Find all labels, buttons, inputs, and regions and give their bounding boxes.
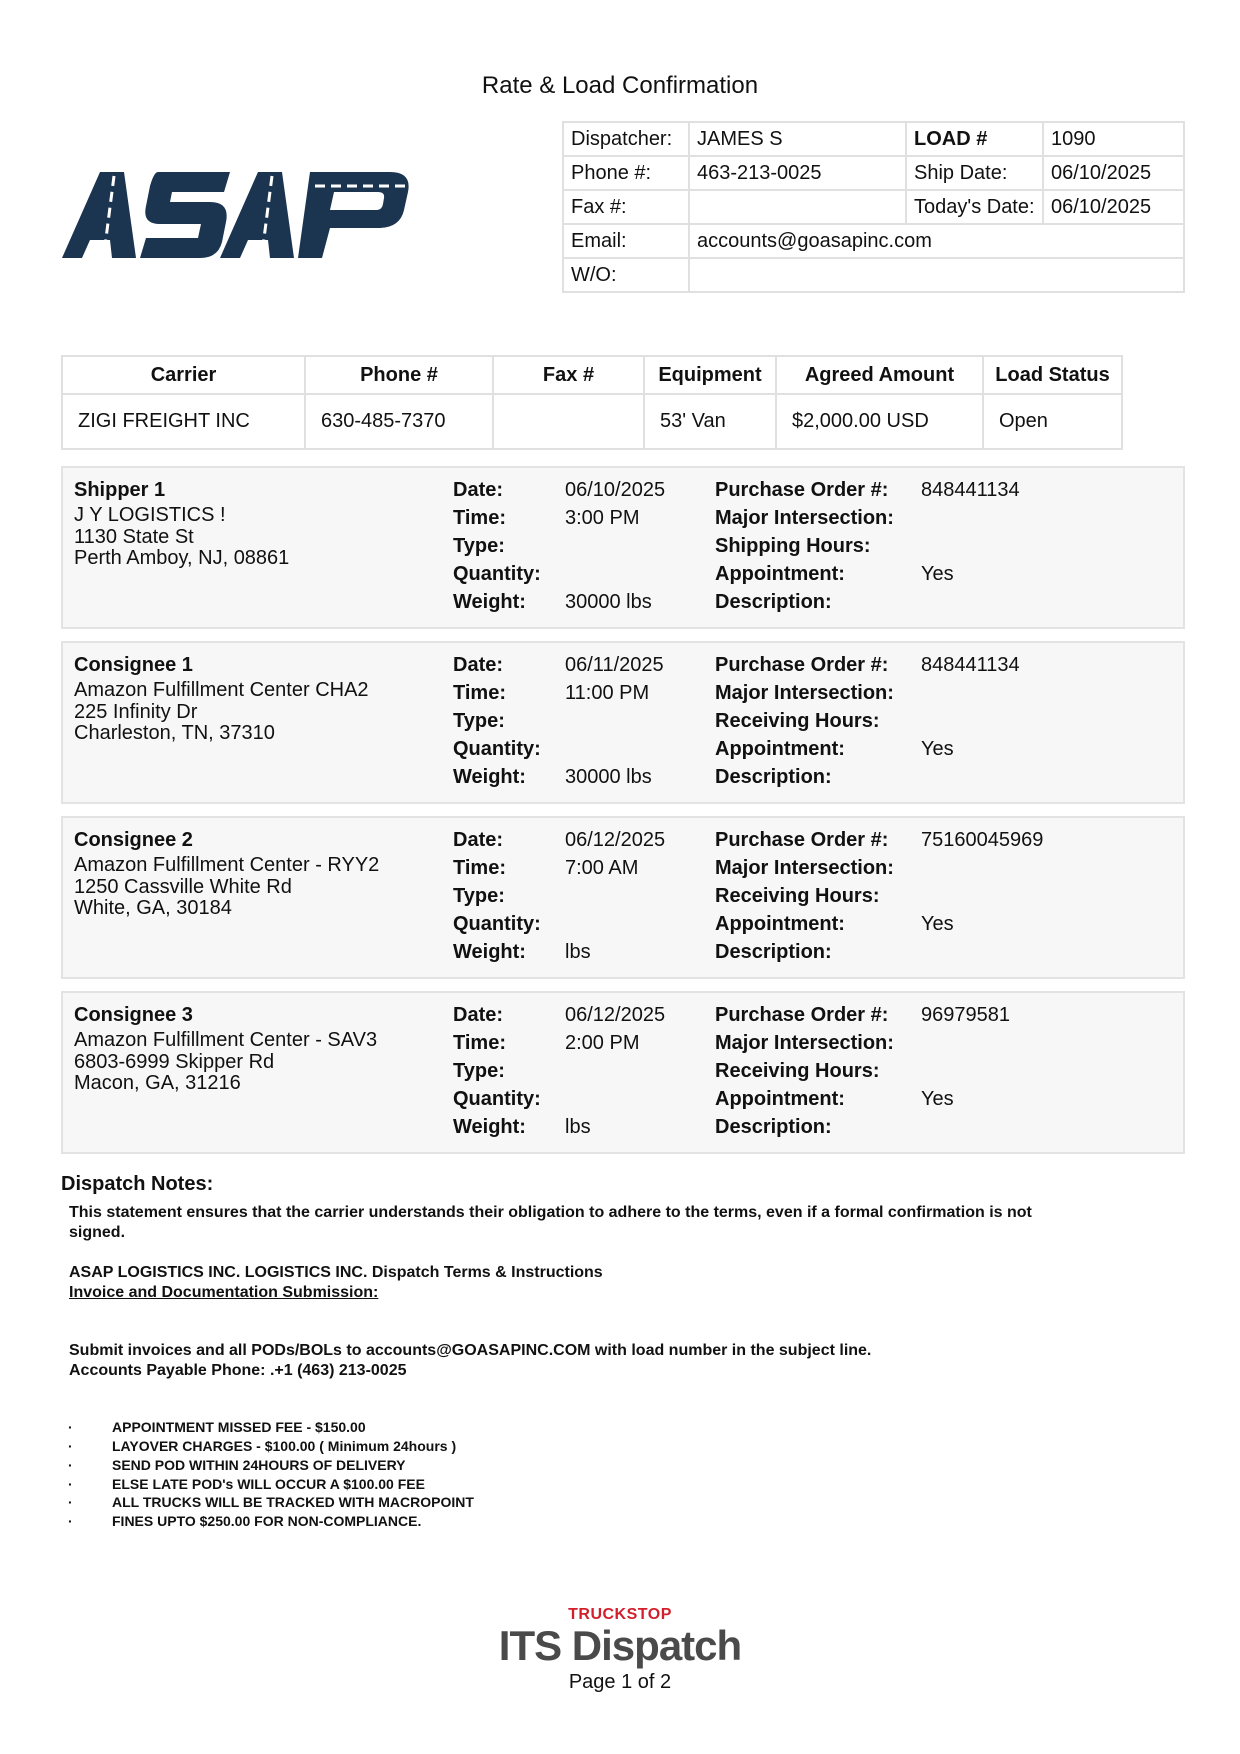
carrier-agreed-amount: $2,000.00 USD	[776, 394, 983, 449]
phone-value: 463-213-0025	[689, 156, 906, 190]
bullet-item: · LAYOVER CHARGES - $100.00 ( Minimum 24hours )	[68, 1438, 457, 1454]
stop-field-value: Yes	[921, 563, 954, 585]
stop-heading: Consignee 3	[74, 1004, 193, 1026]
stop-field-label: Description:	[715, 1116, 832, 1138]
stop-field-label: Major Intersection:	[715, 507, 894, 529]
stop-field-label: Purchase Order #:	[715, 1004, 889, 1026]
stop-block	[61, 466, 1185, 629]
stop-field-label: Description:	[715, 941, 832, 963]
stop-field-label: Purchase Order #:	[715, 654, 889, 676]
carrier-header: Carrier	[62, 356, 305, 394]
stop-block	[61, 816, 1185, 979]
stop-field-label: Weight:	[453, 591, 526, 613]
stop-field-label: Time:	[453, 1032, 506, 1054]
stop-field-label: Time:	[453, 857, 506, 879]
agreed-amount-header: Agreed Amount	[776, 356, 983, 394]
asap-logo	[60, 166, 425, 264]
stop-address: Amazon Fulfillment Center - SAV3 6803-6999 Skipper Rd Macon, GA, 31216	[74, 1029, 378, 1094]
stop-field-label: Type:	[453, 535, 505, 557]
todays-date-value: 06/10/2025	[1043, 190, 1184, 224]
carrier-load-status: Open	[983, 394, 1122, 449]
stop-field-label: Quantity:	[453, 738, 541, 760]
stop-field-value: Yes	[921, 738, 954, 760]
carrier-table	[61, 355, 1123, 450]
email-label: Email:	[563, 224, 689, 258]
stop-field-label: Weight:	[453, 1116, 526, 1138]
stop-field-label: Time:	[453, 507, 506, 529]
carrier-fax	[493, 394, 644, 449]
wo-value	[689, 258, 1184, 292]
stop-field-label: Weight:	[453, 766, 526, 788]
its-dispatch-brand: ITS Dispatch	[498, 1622, 742, 1669]
stop-heading: Consignee 1	[74, 654, 193, 676]
stop-field-label: Receiving Hours:	[715, 710, 880, 732]
carrier-equipment: 53' Van	[644, 394, 776, 449]
email-value: accounts@goasapinc.com	[689, 224, 1184, 258]
stop-field-value: 96979581	[921, 1004, 1010, 1026]
phone-header: Phone #	[305, 356, 493, 394]
stop-field-label: Quantity:	[453, 1088, 541, 1110]
stop-field-label: Type:	[453, 710, 505, 732]
stop-field-value: 11:00 PM	[565, 682, 650, 704]
submit-line: Submit invoices and all PODs/BOLs to accounts@GOASAPINC.COM with load number in the subject line.	[69, 1342, 872, 1359]
wo-label: W/O:	[563, 258, 689, 292]
stop-field-value: 06/12/2025	[565, 1004, 666, 1026]
bullet-item: · ELSE LATE POD's WILL OCCUR A $100.00 FEE	[68, 1476, 425, 1492]
stop-field-value: 3:00 PM	[565, 507, 640, 529]
dispatch-notes-heading: Dispatch Notes:	[61, 1173, 214, 1195]
stop-field-label: Appointment:	[715, 563, 845, 585]
stop-field-label: Description:	[715, 766, 832, 788]
stop-field-value: lbs	[565, 941, 591, 963]
stop-field-value: Yes	[921, 913, 954, 935]
fax-value	[689, 190, 906, 224]
stop-address: J Y LOGISTICS ! 1130 State St Perth Amboy, NJ, 08861	[74, 504, 290, 569]
stop-field-label: Weight:	[453, 941, 526, 963]
stop-field-label: Description:	[715, 591, 832, 613]
statement-line-1: This statement ensures that the carrier understands their obligation to adhere to the terms, even if a formal confirmation is not	[69, 1204, 1032, 1221]
stop-field-label: Major Intersection:	[715, 682, 894, 704]
page-number: Page 1 of 2	[568, 1671, 672, 1693]
stop-field-label: Time:	[453, 682, 506, 704]
stop-field-label: Date:	[453, 479, 504, 501]
bullet-item: · SEND POD WITHIN 24HOURS OF DELIVERY	[68, 1457, 406, 1473]
stop-field-label: Major Intersection:	[715, 1032, 894, 1054]
load-value: 1090	[1043, 122, 1184, 156]
stop-heading: Consignee 2	[74, 829, 193, 851]
stop-field-label: Appointment:	[715, 913, 845, 935]
dispatcher-value: JAMES S	[689, 122, 906, 156]
stop-field-label: Receiving Hours:	[715, 885, 880, 907]
stop-field-value: Yes	[921, 1088, 954, 1110]
stop-field-label: Date:	[453, 1004, 504, 1026]
stop-field-value: 848441134	[921, 654, 1020, 676]
stop-field-label: Type:	[453, 1060, 505, 1082]
stop-block	[61, 991, 1185, 1154]
todays-date-label: Today's Date:	[906, 190, 1043, 224]
stop-field-label: Purchase Order #:	[715, 479, 889, 501]
dispatcher-label: Dispatcher:	[563, 122, 689, 156]
phone-label: Phone #:	[563, 156, 689, 190]
carrier-name: ZIGI FREIGHT INC	[62, 394, 305, 449]
stop-field-label: Quantity:	[453, 913, 541, 935]
terms-title: ASAP LOGISTICS INC. LOGISTICS INC. Dispatch Terms & Instructions	[69, 1264, 603, 1281]
fax-header: Fax #	[493, 356, 644, 394]
ship-date-value: 06/10/2025	[1043, 156, 1184, 190]
stop-field-label: Appointment:	[715, 738, 845, 760]
stop-field-label: Purchase Order #:	[715, 829, 889, 851]
stop-field-value: 30000 lbs	[565, 591, 652, 613]
stop-field-value: 06/11/2025	[565, 654, 664, 676]
stop-field-value: 2:00 PM	[565, 1032, 640, 1054]
stop-field-value: 75160045969	[921, 829, 1044, 851]
carrier-phone: 630-485-7370	[305, 394, 493, 449]
statement-line-2: signed.	[69, 1224, 126, 1241]
stop-field-label: Major Intersection:	[715, 857, 894, 879]
stop-field-label: Shipping Hours:	[715, 535, 871, 557]
load-status-header: Load Status	[983, 356, 1122, 394]
bullet-item: · ALL TRUCKS WILL BE TRACKED WITH MACROPOINT	[68, 1494, 474, 1510]
load-label: LOAD #	[906, 122, 1043, 156]
load-info-table	[562, 121, 1185, 293]
accounts-payable-phone: Accounts Payable Phone: .+1 (463) 213-0025	[69, 1362, 407, 1379]
stop-field-value: lbs	[565, 1116, 591, 1138]
stop-field-value: 848441134	[921, 479, 1020, 501]
stop-address: Amazon Fulfillment Center CHA2 225 Infinity Dr Charleston, TN, 37310	[74, 679, 369, 744]
fax-label: Fax #:	[563, 190, 689, 224]
invoice-heading: Invoice and Documentation Submission:	[69, 1284, 379, 1301]
stop-heading: Shipper 1	[74, 479, 166, 501]
stop-field-label: Receiving Hours:	[715, 1060, 880, 1082]
truckstop-brand: TRUCKSTOP	[568, 1606, 672, 1623]
stop-field-value: 06/12/2025	[565, 829, 666, 851]
stop-address: Amazon Fulfillment Center - RYY2 1250 Cassville White Rd White, GA, 30184	[74, 854, 380, 919]
equipment-header: Equipment	[644, 356, 776, 394]
stop-field-label: Date:	[453, 829, 504, 851]
document-title: Rate & Load Confirmation	[481, 72, 759, 99]
bullet-item: · FINES UPTO $250.00 FOR NON-COMPLIANCE.	[68, 1513, 422, 1529]
stop-block	[61, 641, 1185, 804]
bullet-item: · APPOINTMENT MISSED FEE - $150.00	[68, 1419, 366, 1435]
ship-date-label: Ship Date:	[906, 156, 1043, 190]
stop-field-label: Appointment:	[715, 1088, 845, 1110]
stop-field-value: 30000 lbs	[565, 766, 652, 788]
stop-field-label: Date:	[453, 654, 504, 676]
stop-field-label: Quantity:	[453, 563, 541, 585]
stop-field-value: 06/10/2025	[565, 479, 666, 501]
stop-field-label: Type:	[453, 885, 505, 907]
stop-field-value: 7:00 AM	[565, 857, 639, 879]
